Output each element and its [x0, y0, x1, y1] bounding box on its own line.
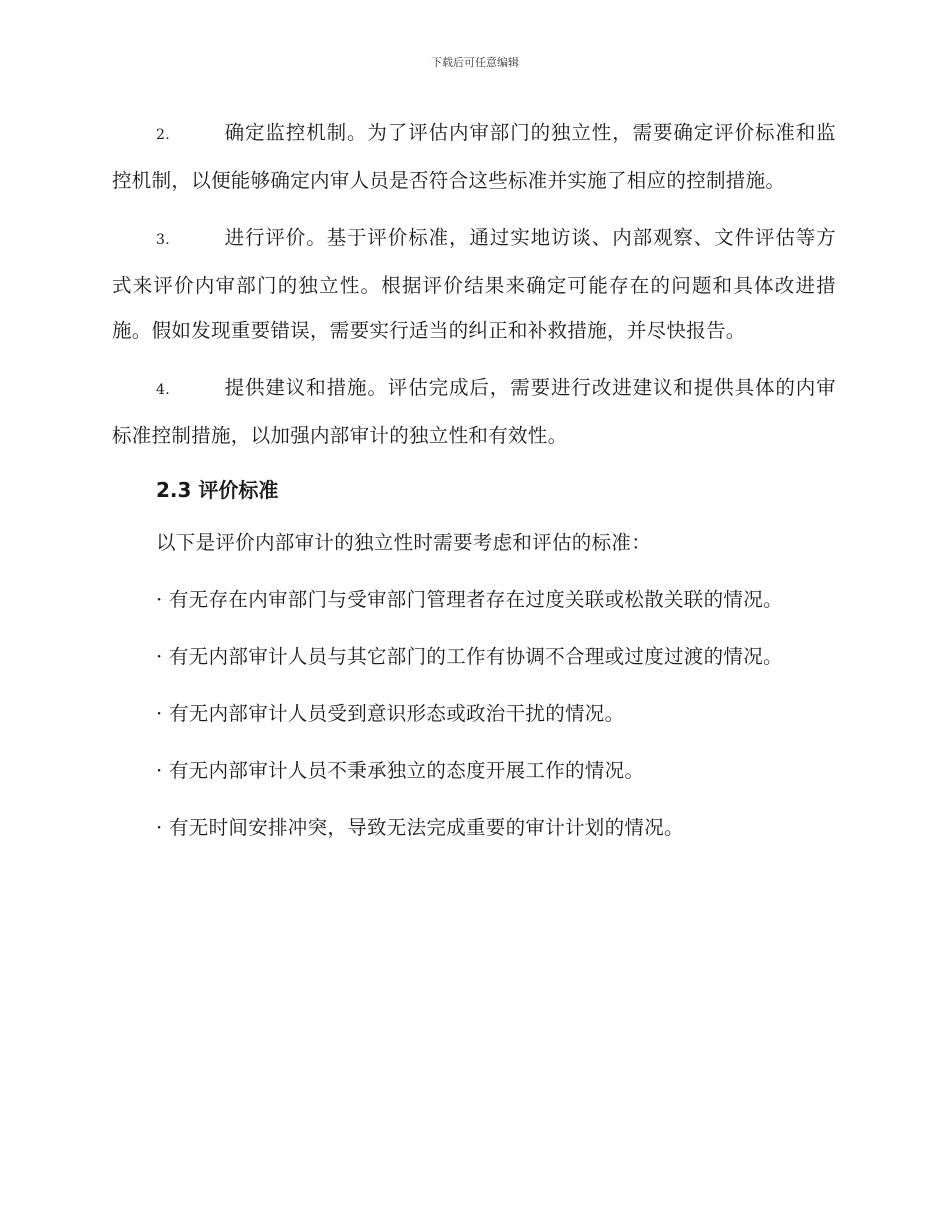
criteria-bullet: · 有无内部审计人员与其它部门的工作有协调不合理或过度过渡的情况。: [156, 645, 783, 668]
list-number: 4.: [156, 382, 170, 398]
criteria-bullet: · 有无时间安排冲突，导致无法完成重要的审计计划的情况。: [156, 816, 684, 839]
criteria-bullet: · 有无内部审计人员受到意识形态或政治干扰的情况。: [156, 702, 625, 725]
list-text: 确定监控机制。为了评估内审部门的独立性，需要确定评价标准和监控机制，以便能够确定内审人员是否符合这些标准并实施了相应的控制措施。: [112, 121, 836, 192]
list-number: 3.: [156, 232, 170, 248]
document-body: [112, 110, 836, 862]
list-text: 提供建议和措施。评估完成后，需要进行改进建议和提供具体的内审标准控制措施，以加强内部审计的独立性和有效性。: [112, 376, 836, 447]
list-item-2: [112, 110, 836, 203]
section-heading: 2.3 评价标准: [156, 478, 279, 502]
list-number: 2.: [156, 127, 170, 143]
section-intro: 以下是评价内部审计的独立性时需要考虑和评估的标准：: [156, 531, 652, 554]
list-item-4: [112, 365, 836, 458]
list-text: 进行评价。基于评价标准，通过实地访谈、内部观察、文件评估等方式来评价内审部门的独立性。根据评价结果来确定可能存在的问题和具体改进措施。假如发现重要错误，需要实行适当的纠正和补救措施，并尽快报告。: [112, 226, 836, 342]
criteria-bullet: · 有无存在内审部门与受审部门管理者存在过度关联或松散关联的情况。: [156, 588, 783, 611]
page-header: 下载后可任意编辑: [431, 56, 519, 69]
criteria-bullet: · 有无内部审计人员不秉承独立的态度开展工作的情况。: [156, 759, 645, 782]
list-item-3: [112, 215, 836, 353]
